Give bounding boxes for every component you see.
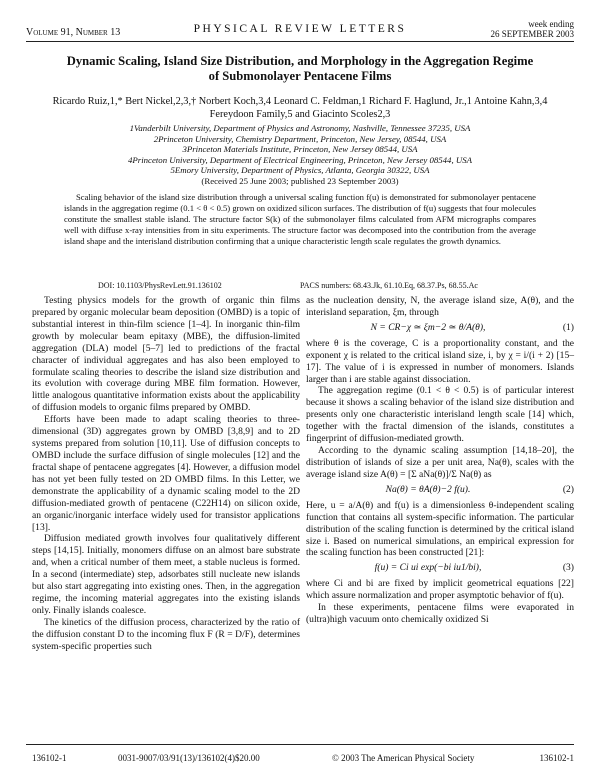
received-dates: (Received 25 June 2003; published 23 September 2003) <box>201 175 399 186</box>
affiliation: 1Vanderbilt University, Department of Physics and Astronomy, Nashville, Tennessee 37235, USA <box>129 123 471 133</box>
paragraph: The kinetics of the diffusion process, characterized by the ratio of the diffusion constant D to the incoming flux F (R = D/F), determines system-specific properties such <box>32 616 300 652</box>
abstract: Scaling behavior of the island size distribution through a universal scaling function f(u) is demonstrated for submonolayer pentacene islands in the aggregation regime (0.1 < θ < 0.5) grown on oxidized silicon surfaces. The distribution of f(u) suggests that four molecules constitute the smallest stable island. The structure factor S(k) of the submonolayer films calculated from AFM micrographs compares well with diffuse x-ray intensities from in situ experiments. The structure factor was decomposed into the contribution from the average island shape and the interisland distribution confirming that a unique characteristic length scale regulates the growth dynamics. <box>64 192 536 246</box>
title-line-2: of Submonolayer Pentacene Films <box>208 69 392 83</box>
week-label: week ending <box>528 19 574 29</box>
affiliation: 2Princeton University, Chemistry Department, Princeton, New Jersey, 08544, USA <box>153 133 447 144</box>
affiliation: 3Princeton Materials Institute, Princeton, New Jersey 08544, USA <box>182 144 418 155</box>
volume-label: Volume 91, Number 13 <box>26 27 121 38</box>
equation-number: (3) <box>562 562 574 574</box>
paragraph: where θ is the coverage, C is a proportionality constant, and the exponent χ is related to the critical island size, i, by χ = i/(i + 2) [15–17]. The value of i is expressed in number of monomers. Islands larger than i are stable against dissociation. <box>306 337 574 385</box>
author-list <box>30 95 570 121</box>
paper-title <box>40 54 560 84</box>
paragraph: In these experiments, pentacene films were evaporated in (ultra)high vacuum onto chemically oxidized Si <box>306 602 574 626</box>
affiliation: 4Princeton University, Department of Electrical Engineering, Princeton, New Jersey 08544, USA <box>128 154 472 165</box>
paragraph: Efforts have been made to adapt scaling theories to three-dimensional (3D) aggregates grown by OMBD [3,8,9] and to 2D systems prepared from solution [10,11]. Use of diffusion concepts to OMBD include the surface diffusion of single molecules [12] and the fractal shape of pentacene aggregates [4]. However, a diffusion model has not yet been fully tested on 2D OMBD films. In this Letter, we demonstrate the applicability of a dynamic scaling model to the 2D diffusion-mediated growth of pentacene (C22H14) on silicon oxide, an organic/inorganic interface widely used for transistor applications [13]. <box>32 414 300 533</box>
page-number-left: 136102-1 <box>32 753 67 763</box>
equation-expression: N = CR−χ ≃ ξm−2 ≃ θ/A(θ), <box>370 321 486 333</box>
footer-rule <box>26 744 574 745</box>
paragraph: Here, u = a/A(θ) and f(u) is a dimensionless θ-independent scaling function that contains all system-specific information. The particular distribution of the scaling function is determined by the critical island size i. Based on numerical simulations, an empirical expression for the scaling function has been constructed [21]: <box>306 499 574 559</box>
right-column <box>306 295 574 626</box>
paragraph: The aggregation regime (0.1 < θ < 0.5) is of particular interest because it shows a scaling behavior of the island size distribution and presents only one characteristic interisland length scale [14] which, together with the fractal dimension of the islands, constitutes a fingerprint of diffusion-mediated growth. <box>306 385 574 445</box>
doi-link[interactable]: DOI: 10.1103/PhysRevLett.91.136102 <box>98 281 222 290</box>
paragraph: Diffusion mediated growth involves four qualitatively different steps [14,15]. Initially, monomers diffuse on an almost bare substrate and, when a critical number of them meet, a stable nucleus is formed. In a second (intermediate) step, adsorbates still nucleate new islands but also start aggregating into existing ones. Then, in the aggregation regime, the incoming material aggregates into the existing islands only. Finally islands coalesce. <box>32 533 300 616</box>
paragraph: Testing physics models for the growth of organic thin films prepared by organic molecular beam deposition (OMBD) is a topic of substantial interest in thin-film science [1–4]. In inorganic thin-film growth by molecular beam epitaxy (MBE), the diffusion-limited aggregation (DLA) model [5–7] led to predictions of the fractal character of individual aggregates and has also been employed to formulate scaling theories to describe the island size distribution and its evolution with coverage during MBE film formation. However, little analogous quantitative information exists about the applicability of diffusion models to organic films prepared by OMBD. <box>32 295 300 414</box>
authors-line-1: Ricardo Ruiz,1,* Bert Nickel,2,3,† Norbert Koch,3,4 Leonard C. Feldman,1 Richard F. Haglund, Jr.,1 Antoine Kahn,3,4 <box>52 96 548 107</box>
page-number-right: 136102-1 <box>539 753 574 763</box>
left-column <box>32 295 300 653</box>
paragraph: as the nucleation density, N, the average island size, A(θ), and the interisland separation, ξm, through <box>306 295 574 318</box>
date-label: 26 SEPTEMBER 2003 <box>490 29 574 39</box>
paragraph: where Ci and bi are fixed by implicit geometrical equations [22] which assure normalization and proper asymptotic behavior of f(u). <box>306 578 574 602</box>
equation-expression: f(u) = Ci ui exp(−bi iu1/bi), <box>374 562 482 574</box>
affiliation: 5Emory University, Department of Physics, Atlanta, Georgia 30322, USA <box>170 165 430 176</box>
equation-2 <box>306 484 574 496</box>
equation-3 <box>306 562 574 574</box>
article-code: 0031-9007/03/91(13)/136102(4)$20.00 <box>118 753 260 763</box>
title-line-1: Dynamic Scaling, Island Size Distribution, and Morphology in the Aggregation Regime <box>66 54 534 68</box>
equation-1 <box>306 322 574 334</box>
header-rule <box>26 41 574 42</box>
authors-line-2: Fereydoon Family,5 and Giacinto Scoles2,3 <box>209 109 391 120</box>
paragraph: According to the dynamic scaling assumption [14,18–20], the distribution of islands of size a per unit area, Na(θ), scales with the average island size A(θ) = [Σ aNa(θ)]/Σ Na(θ) as <box>306 445 574 480</box>
journal-name: PHYSICAL REVIEW LETTERS <box>193 23 407 35</box>
equation-number: (1) <box>562 321 574 333</box>
pacs-numbers: PACS numbers: 68.43.Jk, 61.10.Eq, 68.37.Ps, 68.55.Ac <box>300 281 478 290</box>
copyright: © 2003 The American Physical Society <box>332 753 475 763</box>
equation-number: (2) <box>562 483 574 495</box>
issue-date <box>490 19 574 39</box>
equation-expression: Na(θ) = θA(θ)−2 f(u). <box>385 483 471 495</box>
affiliations <box>40 123 560 187</box>
